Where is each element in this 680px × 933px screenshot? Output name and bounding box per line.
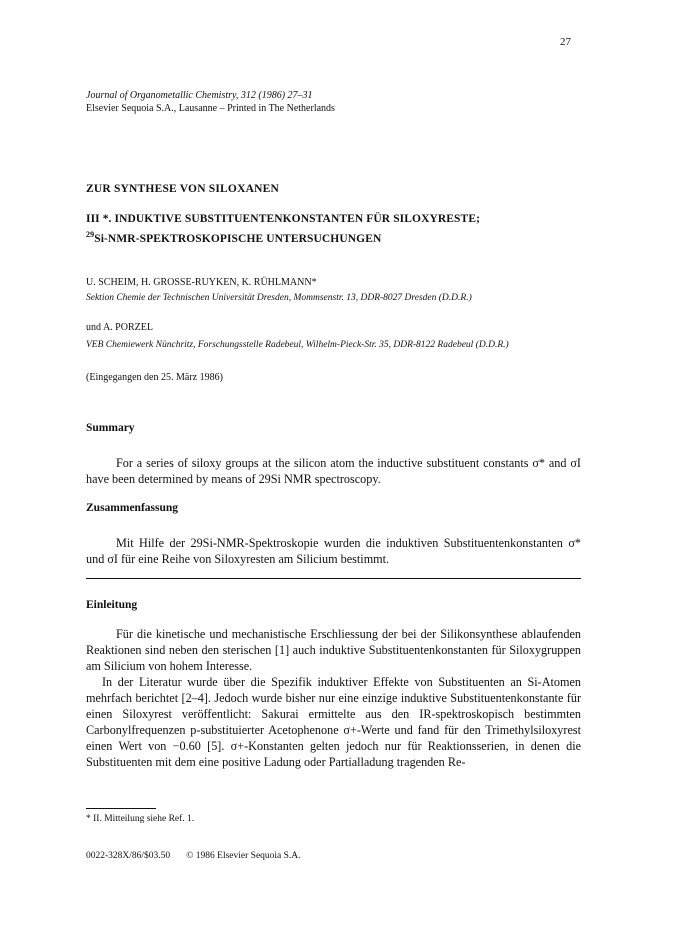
copyright-notice: © 1986 Elsevier Sequoia S.A. xyxy=(186,851,301,861)
affiliation-1: Sektion Chemie der Technischen Universität Dresden, Mommsenstr. 13, DDR-8027 Dresden (D.D.R.) xyxy=(86,293,472,303)
additional-author: und A. PORZEL xyxy=(86,322,153,333)
subtitle-line-2-text: Si-NMR-SPEKTROSKOPISCHE UNTERSUCHUNGEN xyxy=(94,232,382,245)
affiliation-2: VEB Chemiewerk Nünchritz, Forschungsstelle Radebeul, Wilhelm-Pieck-Str. 35, DDR-8122 Radebeul (D.D.R.) xyxy=(86,340,509,350)
journal-header xyxy=(86,89,335,115)
received-date: (Eingegangen den 25. März 1986) xyxy=(86,372,223,383)
footnote: * II. Mitteilung siehe Ref. 1. xyxy=(86,814,195,824)
publisher-line: Elsevier Sequoia S.A., Lausanne – Printed in The Netherlands xyxy=(86,103,335,114)
article-title: ZUR SYNTHESE VON SILOXANEN xyxy=(86,183,279,195)
zusammenfassung-body: Mit Hilfe der 29Si-NMR-Spektroskopie wurden die induktiven Substituentenkonstanten σ* und σI für eine Reihe von Siloxyresten am Silicium bestimmt. xyxy=(86,536,581,566)
issn-code: 0022-328X/86/$03.50 xyxy=(86,851,171,861)
article-subtitle xyxy=(86,212,586,247)
copyright-line xyxy=(86,851,317,861)
einleitung-text xyxy=(86,626,581,770)
zusammenfassung-heading: Zusammenfassung xyxy=(86,502,179,514)
zusammenfassung-text xyxy=(86,535,581,567)
footnote-divider xyxy=(86,808,156,809)
isotope-superscript: 29 xyxy=(86,230,95,239)
page-number: 27 xyxy=(560,36,571,48)
einleitung-para1-body: Für die kinetische und mechanistische Erschliessung der bei der Silikonsynthese ablaufenden Reaktionen sind neben den sterischen [1] auch induktive Substituentenkonstanten für Siloxygruppen am Silicium von hohem Interesse. xyxy=(86,627,581,673)
summary-text xyxy=(86,455,581,487)
summary-heading: Summary xyxy=(86,422,135,434)
subtitle-line-2 xyxy=(86,227,586,247)
einleitung-heading: Einleitung xyxy=(86,599,138,611)
einleitung-paragraph-1 xyxy=(86,626,581,674)
journal-citation: Journal of Organometallic Chemistry, 312 (1986) 27–31 xyxy=(86,90,313,101)
authors: U. SCHEIM, H. GROSSE-RUYKEN, K. RÜHLMANN* xyxy=(86,277,317,288)
subtitle-line-1: III *. INDUKTIVE SUBSTITUENTENKONSTANTEN FÜR SILOXYRESTE; xyxy=(86,213,481,225)
summary-body: For a series of siloxy groups at the silicon atom the inductive substituent constants σ* and σI have been determined by means of 29Si NMR spectroscopy. xyxy=(86,456,581,486)
section-divider xyxy=(86,578,581,579)
einleitung-para2-body: In der Literatur wurde über die Spezifik induktiver Effekte von Substituenten an Si-Atomen mehrfach berichtet [2–4]. Jedoch wurde bisher nur eine einzige induktive Substituentenkonstante für einen Siloxyrest veröffentlicht: Sakurai ermittelte aus den IR-spektroskopisch bestimmten Carbonylfrequenzen p-substituierter Acetophenone σ+-Werte und fand für den Trimethylsiloxyrest einen Wert von −0.60 [5]. σ+-Konstanten gelten jedoch nur für Reaktionsserien, in denen die Substituenten mit dem eine positive Ladung oder Partialladung tragenden Re- xyxy=(86,675,581,769)
einleitung-paragraph-2 xyxy=(86,674,581,770)
